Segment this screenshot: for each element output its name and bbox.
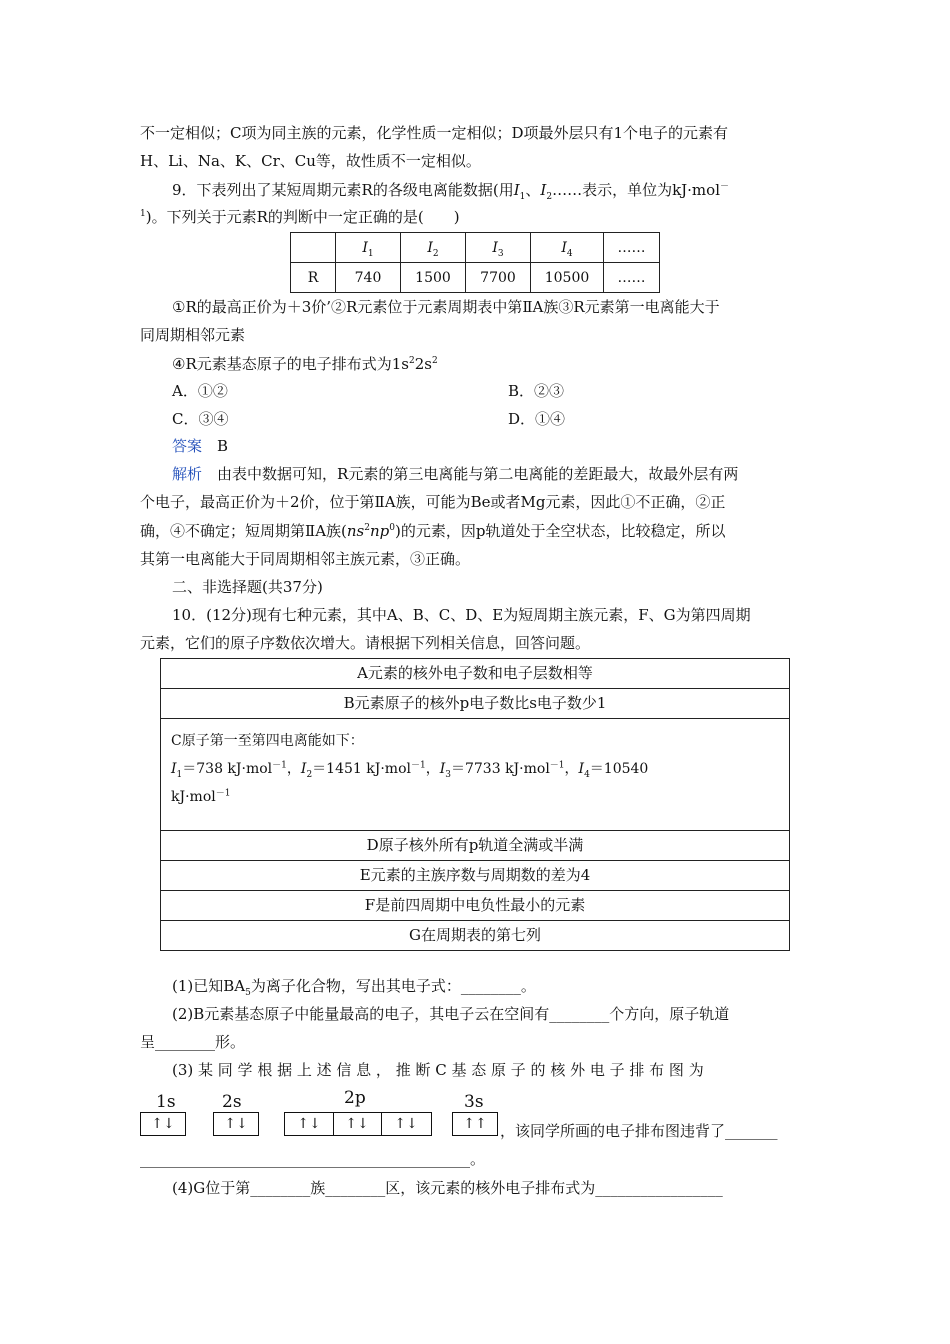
info-row-d: D原子核外所有p轨道全满或半满 — [161, 831, 789, 861]
option-b: B．②③ — [508, 382, 565, 400]
table-cell: 10500 — [531, 263, 604, 293]
table-cell: …… — [604, 263, 660, 293]
text-line: 不一定相似；C项为同主族的元素，化学性质一定相似；D项最外层只有1个电子的元素有 — [140, 124, 729, 142]
info-row-c-values: $I_1=738$ kJ·mol$^{-1}$，$I_2=1451$ kJ·mol$^{-1}$，$I_3=7733$ kJ·mol$^{-1}$，$I_4=10540$ — [171, 760, 649, 780]
table-cell: 1500 — [401, 263, 466, 293]
orbital-label-2p: 2p — [344, 1088, 366, 1108]
info-row-c — [161, 719, 789, 831]
question-10-stem: 10．(12分)现有七种元素，其中A、B、C、D、E为短周期主族元素，F、G为第四周期 — [172, 606, 751, 624]
section-heading: 二、非选择题(共37分) — [172, 578, 323, 596]
element-info-table — [160, 658, 790, 951]
table-header-row — [291, 233, 660, 263]
info-row-b: B元素原子的核外p电子数比s电子数少1 — [161, 689, 789, 719]
option-d: D．①④ — [508, 410, 566, 428]
table-cell: 7700 — [466, 263, 531, 293]
orbital-cell: ↑↓ — [285, 1113, 334, 1135]
orbital-cell: ↑↓ — [394, 1116, 418, 1132]
option-a: A．①② — [172, 382, 228, 400]
info-row-c-unit: kJ·mol$^{-1}$ — [171, 788, 231, 805]
orbital-label-2s: 2s — [222, 1092, 242, 1112]
table-header-i3: $I_3$ — [466, 233, 531, 263]
statement-line: ④R元素基态原子的电子排布式为$1s^22s^2$ — [172, 355, 438, 373]
table-header-i2: $I_2$ — [401, 233, 466, 263]
info-row-a: A元素的核外电子数和电子层数相等 — [161, 659, 789, 689]
table-row-label: R — [291, 263, 336, 293]
orbital-box-1s — [140, 1112, 186, 1136]
answer-label: 答案 — [172, 437, 203, 455]
subquestion-4: (4)G位于第________族________区，该元素的核外电子排布式为_________________ — [172, 1179, 723, 1197]
question-10-stem-cont: 元素，它们的原子序数依次增大。请根据下列相关信息，回答问题。 — [140, 634, 591, 652]
subquestion-2: (2)B元素基态原子中能量最高的电子，其电子云在空间有________个方向，原子轨道 — [172, 1005, 730, 1023]
answer-line: 答案 B — [172, 437, 229, 455]
orbital-cell: ↑↓ — [151, 1116, 175, 1132]
info-row-e: E元素的主族序数与周期数的差为4 — [161, 861, 789, 891]
table-cell: 740 — [336, 263, 401, 293]
text-line: H、Li、Na、K、Cr、Cu等，故性质不一定相似。 — [140, 152, 481, 170]
orbital-box-2s — [213, 1112, 259, 1136]
ionization-energy-table — [290, 232, 660, 293]
orbital-box-3s — [452, 1112, 498, 1136]
table-header-more: …… — [604, 233, 660, 263]
option-c: C．③④ — [172, 410, 229, 428]
orbital-cell: ↑↓ — [224, 1116, 248, 1132]
explanation-line: 个电子，最高正价为＋2价，位于第ⅡA族，可能为Be或者Mg元素，因此①不正确，②正 — [140, 493, 726, 511]
info-row-c-title: C原子第一至第四电离能如下： — [171, 733, 364, 749]
orbital-label-1s: 1s — [156, 1092, 176, 1112]
subquestion-3-cont: ，该同学所画的电子排布图违背了_______ — [500, 1122, 778, 1140]
table-header-i4: $I_4$ — [531, 233, 604, 263]
table-row — [291, 263, 660, 293]
question-9-stem-cont: $^1$)。下列关于元素R的判断中一定正确的是( ) — [140, 208, 460, 226]
orbital-cell: ↑↑ — [463, 1116, 487, 1132]
explanation-line: 解析 由表中数据可知，R元素的第三电离能与第二电离能的差距最大，故最外层有两 — [172, 465, 739, 483]
table-header-i1: $I_1$ — [336, 233, 401, 263]
question-9-stem: 9．下表列出了某短周期元素R的各级电离能数据(用$I_1$、$I_2\dots\dots$表示，单位为kJ·mol－ — [172, 181, 730, 202]
subquestion-3-blank: ____________________________________________。 — [140, 1150, 486, 1168]
explanation-label: 解析 — [172, 465, 203, 483]
subquestion-2-cont: 呈________形。 — [140, 1033, 246, 1051]
info-row-g: G在周期表的第七列 — [409, 926, 541, 944]
orbital-cell: ↑↓ — [333, 1113, 382, 1135]
explanation-line: 其第一电离能大于同周期相邻主族元素，③正确。 — [140, 550, 471, 568]
statement-line: 同周期相邻元素 — [140, 326, 246, 344]
subquestion-3: (3) 某 同 学 根 据 上 述 信 息 ， 推 断 C 基 态 原 子 的 核 外 电 子 排 布 图 为 — [172, 1061, 704, 1079]
orbital-label-3s: 3s — [464, 1092, 484, 1112]
info-row-f: F是前四周期中电负性最小的元素 — [161, 891, 789, 921]
orbital-box-2p — [284, 1112, 432, 1136]
table-cell — [291, 233, 336, 263]
subquestion-1: (1)已知$BA_5$为离子化合物，写出其电子式：________。 — [172, 977, 536, 998]
statement-line: ①R的最高正价为＋3价’②R元素位于元素周期表中第ⅡA族③R元素第一电离能大于 — [172, 298, 720, 316]
explanation-line: 确，④不确定；短周期第ⅡA族$(ns^2np^0)$的元素，因p轨道处于全空状态，比较稳定，所以 — [140, 522, 726, 540]
